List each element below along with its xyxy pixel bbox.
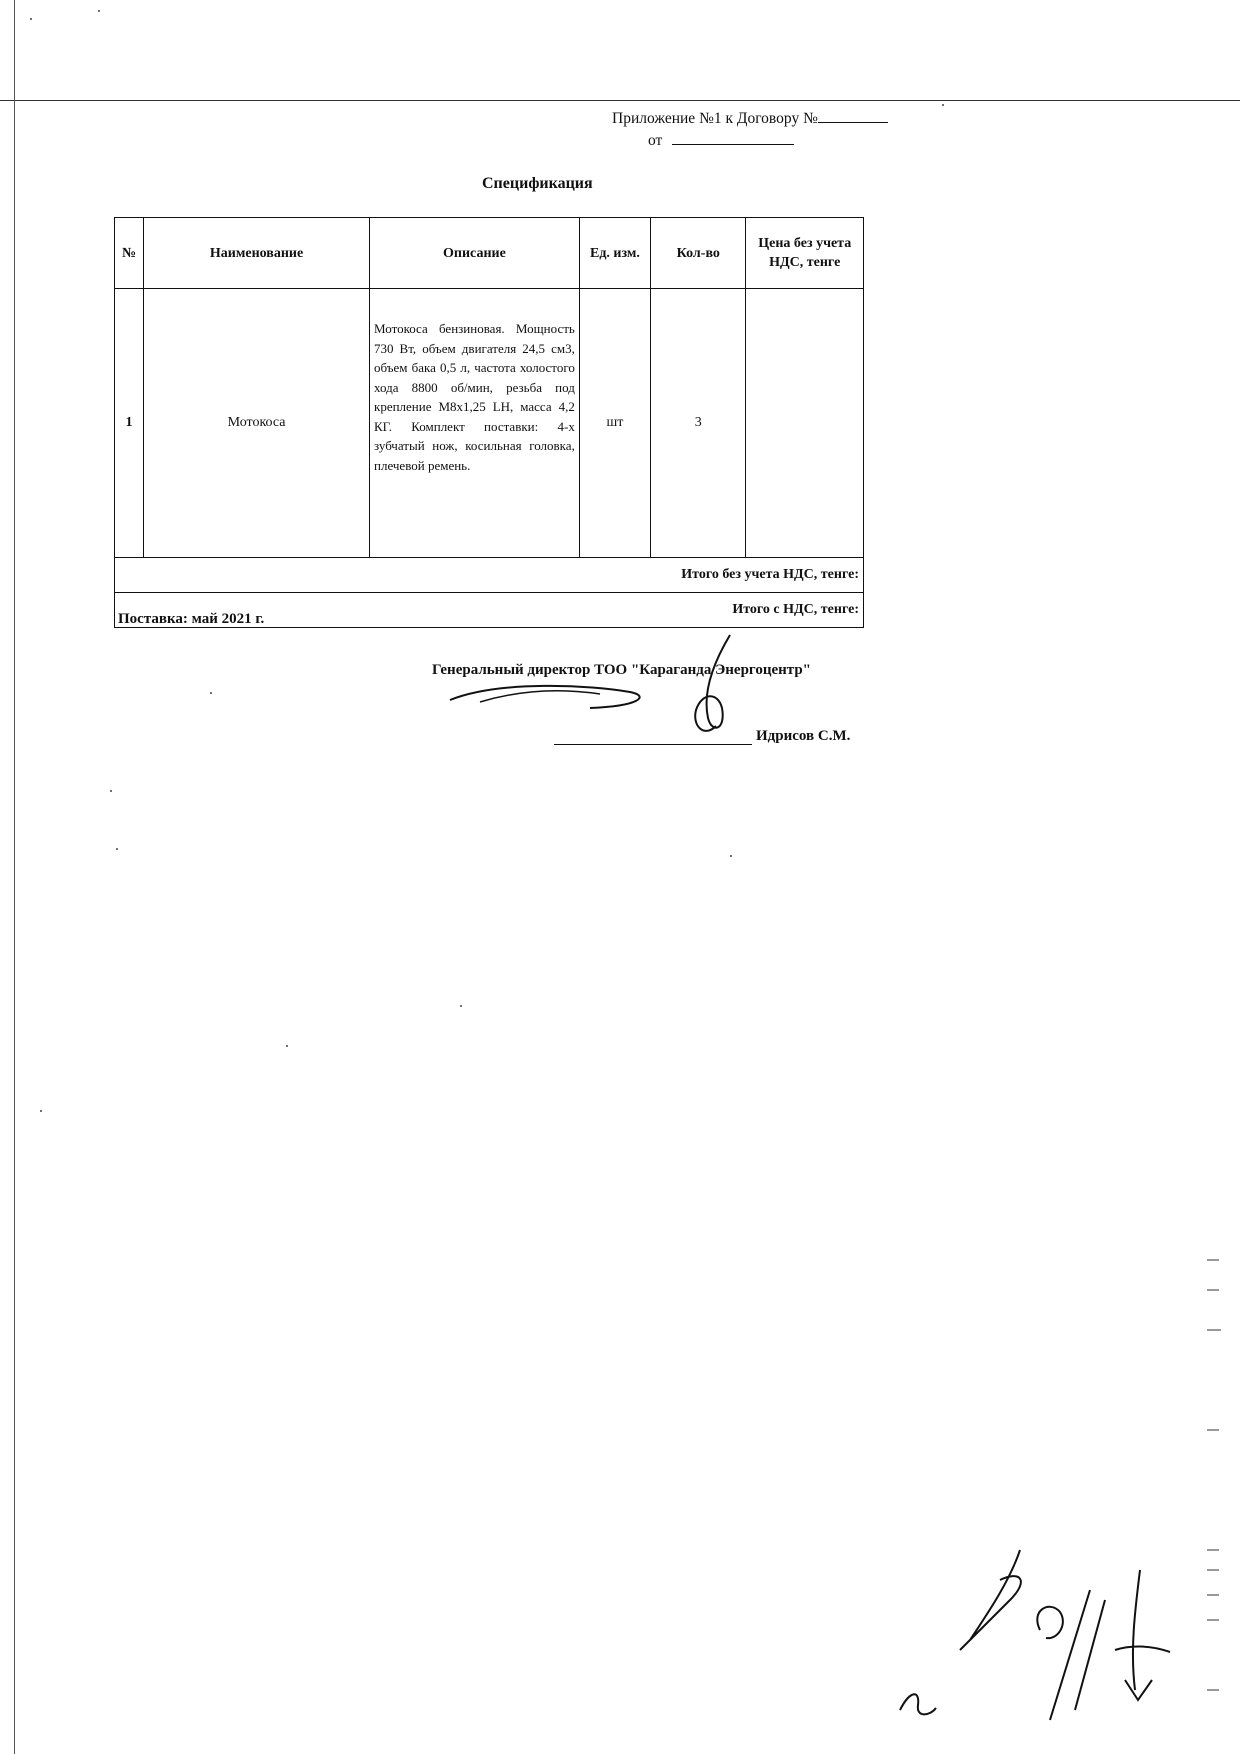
date-label: от: [648, 132, 663, 149]
signer-name: Идрисов С.М.: [756, 728, 851, 744]
appendix-reference: [612, 108, 888, 130]
row-num: 1: [115, 289, 144, 558]
header-qty: Кол-во: [651, 218, 746, 289]
scan-speck: [210, 692, 212, 694]
date-blank: [672, 130, 794, 145]
scan-speck: [110, 790, 112, 792]
header-name: Наименование: [144, 218, 370, 289]
appendix-date: [648, 130, 794, 152]
scan-border-top: [0, 100, 1240, 101]
header-price: Цена без учета НДС, тенге: [746, 218, 864, 289]
scan-edge-marks: [1205, 1250, 1225, 1730]
row-name: Мотокоса: [144, 289, 370, 558]
scan-speck: [730, 855, 732, 857]
row-description: Мотокоса бензиновая. Мощность 730 Вт, объем двигателя 24,5 см3, объем бака 0,5 л, частота холостого хода 8800 об/мин, резьба под крепление M8x1,25 LH, масса 4,2 КГ. Комплект поставки: 4-х зубчатый нож, косильная головка, плечевой ремень.: [370, 289, 580, 558]
scan-border-left: [14, 0, 15, 1754]
scan-speck: [460, 1005, 462, 1007]
scan-speck: [40, 1110, 42, 1112]
scan-speck: [30, 18, 32, 20]
total-with-vat-label: Итого с НДС, тенге:: [115, 593, 864, 628]
scan-speck: [98, 10, 100, 12]
row-unit: шт: [579, 289, 650, 558]
table-header-row: [115, 218, 864, 289]
total-without-vat-row: [115, 558, 864, 593]
scan-speck: [286, 1045, 288, 1047]
specification-table: [114, 217, 864, 628]
handwritten-signature: [440, 630, 770, 750]
table-row: [115, 289, 864, 558]
header-unit: Ед. изм.: [579, 218, 650, 289]
signer-title: Генеральный директор ТОО "Караганда Энергоцентр": [432, 662, 812, 678]
initials-signature-mark: [890, 1540, 1180, 1730]
scan-speck: [942, 104, 944, 106]
row-price: [746, 289, 864, 558]
delivery-note: Поставка: май 2021 г.: [118, 611, 265, 627]
header-description: Описание: [370, 218, 580, 289]
row-qty: 3: [651, 289, 746, 558]
signature-line: [554, 744, 752, 745]
appendix-label: Приложение №1 к Договору №: [612, 110, 818, 127]
header-num: №: [115, 218, 144, 289]
contract-number-blank: [818, 108, 888, 123]
total-without-vat-label: Итого без учета НДС, тенге:: [115, 558, 864, 593]
scan-speck: [116, 848, 118, 850]
document-title: Спецификация: [482, 175, 593, 192]
